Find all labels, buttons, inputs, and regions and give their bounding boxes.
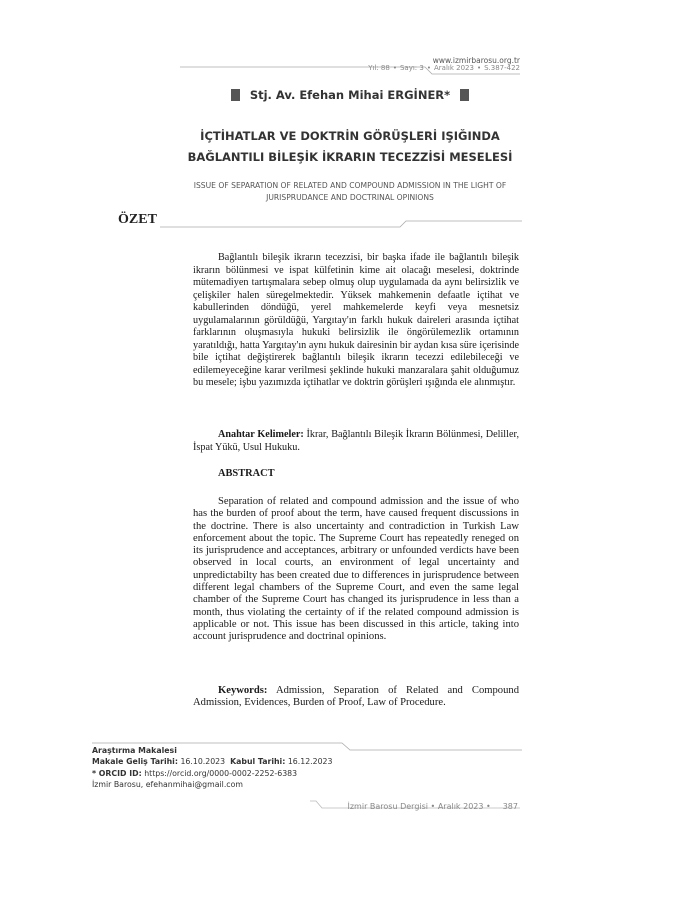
- title-en-line2: JURISPRUDANCE AND DOCTRINAL OPINIONS: [266, 193, 434, 202]
- ozet-heading: ÖZET: [118, 212, 157, 227]
- issue-meta: [368, 64, 520, 72]
- title-tr-line1: İÇTİHATLAR VE DOKTRİN GÖRÜŞLERİ IŞIĞINDA: [200, 129, 500, 143]
- journal-url: www.izmirbarosu.org.tr: [432, 56, 520, 65]
- accepted-date: 16.12.2023: [287, 757, 333, 767]
- received-date: 16.10.2023: [180, 757, 226, 767]
- meta-separator: •: [476, 64, 482, 72]
- title-turkish: [120, 126, 580, 168]
- article-info: [92, 745, 332, 790]
- ozet-body: [193, 252, 519, 390]
- abstract-paragraph: Separation of related and compound admission and the issue of who has the burden of proof about the term, have caused frequent discussions in the doctrine. There is also uncertainty and contradiction in Turkish Law enforcement about the topic. The Supreme Court has repeatedly reneged on its jurisprudence and acceptances, arbitrary or unfounded verdicts have been observed in local courts, an environment of legal uncertainty and unpredictabilty has been created due to differences in jurisprudence between different legal chambers of the Supreme Court, and even the same legal chamber of the Supreme Court has changed its jurisprudence in less than a month, thus violating the certainty of if the related compound admission is applicable or not. This issue has been discussed in this article, taking into account jurisprudence and doctrinal opinions.: [193, 496, 519, 643]
- orcid-link[interactable]: https://orcid.org/0000-0002-2252-6383: [144, 768, 298, 778]
- author-name: Stj. Av. Efehan Mihai ERGİNER*: [249, 88, 451, 102]
- author-left-marker: [231, 89, 240, 101]
- author-row: [180, 88, 520, 102]
- page-footer: [348, 802, 519, 811]
- journal-footer-name: İzmir Barosu Dergisi • Aralık 2023 •: [347, 802, 491, 811]
- author-right-marker: [460, 89, 469, 101]
- abstract-keywords: [193, 685, 519, 710]
- ozet-rule: [160, 220, 522, 228]
- issue-year: Yıl: 88: [368, 64, 390, 72]
- ozet-keywords-text: İkrar, Bağlantılı Bileşik İkrarın Bölünmesi, Deliller, İspat Yükü, Usul Hukuku.: [193, 429, 519, 453]
- abstract-keywords-text: Admission, Separation of Related and Compound Admission, Evidences, Burden of Proof, Law of Procedure.: [193, 685, 519, 709]
- ozet-paragraph: Bağlantılı bileşik ikrarın tecezzisi, bir başka ifade ile bağlantılı bileşik ikrarın bölünmesi ve ispat külfetinin kime ait olacağı meselesi, doktrinde mütemadiyen tartışmalara sebep olmuş olup uygulamada da aynı belirsizlik ve çelişkiler halen süregelmektedir. Yüksek mahkemenin defaatle içtihat ve kabullerinden döndüğü, yerel mahkemelerde keyfi veya mesnetsiz uygulamalarının görüldüğü, Yargıtay'ın farklı hukuk daireleri arasında içtihat farklarının oluşmasıyla hukuki belirsizlik ile öngörülemezlik ortamının yaratıldığı, hatta Yargıtay'ın aynı hukuk dairesinin bir aydan kısa süre içerisinde bile içtihat değiştirerek bağlantılı bileşik ikrarın tecezzi edilebileceği ve edilemeyeceğine karar verilmesi şeklinde hukuki manzaralara şahit olduğumuz bu mesele; işbu yazımızda içtihatlar ve doktrin görüşleri ışığında ele alınmıştır.: [193, 252, 519, 388]
- abstract-keywords-label: Keywords:: [218, 685, 268, 696]
- accepted-label: Kabul Tarihi:: [230, 757, 286, 767]
- title-tr-line2: BAĞLANTILI BİLEŞİK İKRARIN TECEZZİSİ MESELESİ: [187, 150, 513, 164]
- abstract-body: [193, 496, 519, 644]
- issue-date: Aralık 2023: [433, 64, 474, 72]
- ozet-keywords: [193, 429, 519, 454]
- received-label: Makale Geliş Tarihi:: [92, 757, 178, 767]
- article-type: Araştırma Makalesi: [92, 746, 177, 755]
- ozet-keywords-label: Anahtar Kelimeler:: [218, 429, 304, 440]
- issue-pages: S.387-422: [484, 64, 520, 72]
- title-en-line1: ISSUE OF SEPARATION OF RELATED AND COMPOUND ADMISSION IN THE LIGHT OF: [193, 181, 507, 190]
- abstract-heading: ABSTRACT: [218, 468, 275, 479]
- meta-separator: •: [426, 64, 431, 72]
- page-number: 387: [502, 802, 518, 811]
- title-english: [110, 180, 590, 204]
- issue-number: Sayı: 3: [399, 64, 424, 72]
- author-affiliation: İzmir Barosu, efehanmihai@gmail.com: [92, 779, 243, 789]
- orcid-label: * ORCID ID:: [92, 768, 142, 778]
- meta-separator: •: [392, 64, 397, 72]
